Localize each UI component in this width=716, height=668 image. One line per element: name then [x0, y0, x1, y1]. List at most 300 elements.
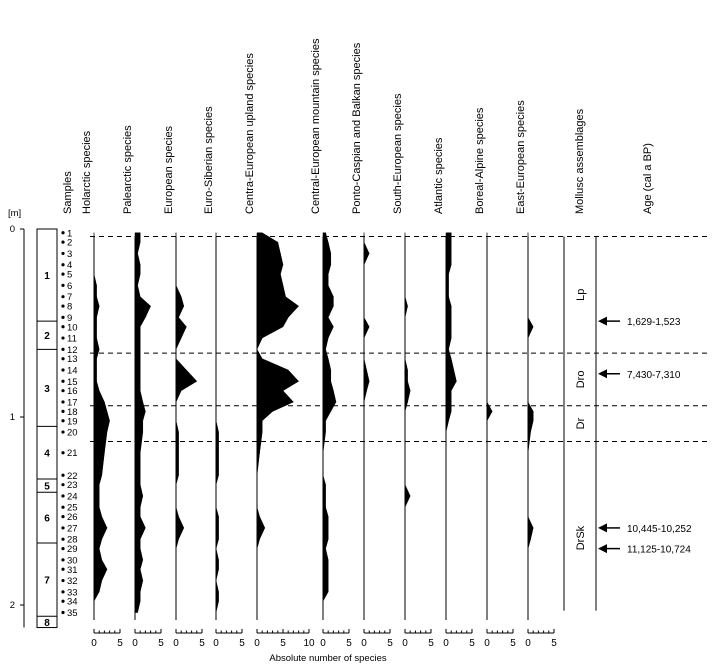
data-point: [283, 285, 284, 286]
series-title: Euro-Siberian species: [203, 106, 215, 214]
series-title: European species: [163, 125, 175, 214]
sample-dot: [61, 474, 64, 477]
samples-column: [8, 171, 78, 629]
data-point: [364, 507, 365, 508]
data-point: [487, 528, 488, 529]
data-point: [262, 358, 263, 359]
data-point: [216, 349, 217, 350]
data-point: [528, 548, 529, 549]
data-point: [216, 507, 217, 508]
data-point: [218, 539, 219, 540]
data-point: [405, 475, 406, 476]
data-point: [257, 484, 258, 485]
data-point: [140, 516, 141, 517]
data-point: [176, 548, 177, 549]
data-point: [181, 338, 182, 339]
data-point: [364, 432, 365, 433]
series-7: [351, 42, 393, 649]
data-point: [137, 612, 138, 613]
data-point: [528, 484, 529, 485]
data-point: [216, 420, 217, 421]
scale-label: 5: [428, 638, 434, 649]
data-point: [405, 539, 406, 540]
data-point: [176, 612, 177, 613]
assemblage-label: Dr: [575, 417, 587, 430]
data-point: [176, 358, 177, 359]
sample-dot: [61, 430, 64, 433]
scale-label: 0: [361, 638, 367, 649]
data-point: [487, 560, 488, 561]
data-point: [405, 358, 406, 359]
data-point: [364, 528, 365, 529]
sample-dot: [61, 547, 64, 550]
data-point: [528, 274, 529, 275]
data-point: [487, 420, 488, 421]
assemblages-header: Mollusc assemblages: [574, 108, 586, 214]
data-point: [184, 528, 185, 529]
data-point: [216, 358, 217, 359]
data-point: [528, 242, 529, 243]
data-point: [487, 285, 488, 286]
series-title: Ponto-Caspian and Balkan species: [351, 42, 363, 214]
sample-dot: [61, 357, 64, 360]
data-point: [143, 402, 144, 403]
depth-tick-label: 1: [9, 412, 15, 423]
data-point: [140, 370, 141, 371]
series-title: Centra-European upland species: [244, 53, 256, 214]
sample-dot: [61, 241, 64, 244]
data-point: [140, 326, 141, 327]
data-point: [492, 411, 493, 412]
data-point: [140, 592, 141, 593]
data-point: [328, 539, 329, 540]
data-point: [405, 296, 406, 297]
sample-label: 22: [67, 470, 78, 482]
data-point: [265, 528, 266, 529]
sample-label: 4: [67, 260, 73, 272]
data-point: [405, 601, 406, 602]
sample-label: 24: [67, 491, 78, 503]
data-point: [176, 484, 177, 485]
data-point: [528, 253, 529, 254]
data-point: [487, 296, 488, 297]
data-point: [528, 402, 529, 403]
scale-label: 5: [117, 638, 123, 649]
series-profile: [405, 233, 410, 613]
data-point: [278, 242, 279, 243]
data-point: [364, 306, 365, 307]
data-point: [102, 516, 103, 517]
scale-label: 0: [525, 638, 531, 649]
data-point: [528, 475, 529, 476]
series-title: East-European species: [515, 100, 527, 214]
data-point: [143, 420, 144, 421]
data-point: [451, 242, 452, 243]
data-point: [288, 370, 289, 371]
sample-label: 6: [67, 280, 73, 292]
data-point: [533, 326, 534, 327]
data-point: [216, 580, 217, 581]
data-point: [331, 411, 332, 412]
data-point: [446, 496, 447, 497]
data-point: [216, 253, 217, 254]
data-point: [176, 242, 177, 243]
data-point: [451, 232, 452, 233]
data-point: [94, 612, 95, 613]
species-curves: [81, 38, 557, 649]
data-point: [487, 475, 488, 476]
sample-dot: [61, 611, 64, 614]
data-point: [528, 496, 529, 497]
data-point: [140, 507, 141, 508]
data-point: [176, 601, 177, 602]
data-point: [280, 253, 281, 254]
series-10: [474, 107, 516, 649]
data-point: [487, 507, 488, 508]
data-point: [487, 390, 488, 391]
data-point: [528, 516, 529, 517]
data-point: [257, 601, 258, 602]
data-point: [530, 539, 531, 540]
data-point: [528, 592, 529, 593]
sample-label: 27: [67, 523, 78, 535]
data-point: [487, 317, 488, 318]
data-point: [364, 560, 365, 561]
sample-dot: [61, 483, 64, 486]
sample-label: 1: [67, 228, 73, 240]
data-point: [257, 560, 258, 561]
sample-dot: [61, 348, 64, 351]
data-point: [218, 528, 219, 529]
data-point: [448, 420, 449, 421]
scale-label: 5: [510, 638, 516, 649]
data-point: [99, 507, 100, 508]
series-3: [163, 125, 205, 649]
data-point: [331, 381, 332, 382]
data-point: [145, 317, 146, 318]
data-point: [99, 484, 100, 485]
data-point: [176, 253, 177, 254]
data-point: [369, 381, 370, 382]
data-point: [451, 402, 452, 403]
data-point: [405, 484, 406, 485]
data-point: [216, 338, 217, 339]
data-point: [446, 507, 447, 508]
data-point: [528, 317, 529, 318]
sample-label: 20: [67, 427, 78, 439]
sample-label: 35: [67, 608, 78, 620]
sample-dot: [61, 304, 64, 307]
data-point: [140, 390, 141, 391]
data-point: [451, 338, 452, 339]
data-point: [487, 601, 488, 602]
scale-label: 0: [91, 638, 97, 649]
data-point: [140, 601, 141, 602]
series-4: [203, 106, 245, 649]
data-point: [137, 253, 138, 254]
sample-label: 23: [67, 480, 78, 492]
data-point: [448, 349, 449, 350]
sample-label: 3: [67, 248, 73, 260]
data-point: [528, 580, 529, 581]
data-point: [487, 402, 488, 403]
series-title: South-European species: [392, 93, 404, 214]
data-point: [487, 264, 488, 265]
data-point: [216, 411, 217, 412]
data-point: [364, 402, 365, 403]
data-point: [140, 452, 141, 453]
data-point: [364, 242, 365, 243]
sample-label: 19: [67, 416, 78, 428]
data-point: [487, 580, 488, 581]
data-point: [528, 601, 529, 602]
data-point: [528, 285, 529, 286]
data-point: [407, 381, 408, 382]
data-point: [333, 326, 334, 327]
data-point: [257, 349, 258, 350]
data-point: [528, 507, 529, 508]
data-point: [145, 528, 146, 529]
data-point: [176, 264, 177, 265]
data-point: [96, 381, 97, 382]
data-point: [364, 580, 365, 581]
data-point: [140, 232, 141, 233]
layer-label: 3: [44, 383, 50, 395]
data-point: [176, 580, 177, 581]
sample-label: 17: [67, 397, 78, 409]
data-point: [184, 306, 185, 307]
sample-label: 21: [67, 448, 78, 460]
data-point: [405, 612, 406, 613]
data-point: [176, 560, 177, 561]
sample-dot: [61, 538, 64, 541]
data-point: [487, 516, 488, 517]
data-point: [285, 296, 286, 297]
scale-label: 5: [199, 638, 205, 649]
sample-label: 29: [67, 544, 78, 556]
data-point: [528, 560, 529, 561]
data-point: [143, 560, 144, 561]
scale-label: 10: [303, 638, 315, 649]
data-point: [487, 326, 488, 327]
sample-label: 11: [67, 333, 77, 345]
sample-label: 9: [67, 312, 73, 324]
data-point: [259, 539, 260, 540]
data-point: [323, 612, 324, 613]
series-profile: [487, 233, 492, 613]
age-arrow-head: [598, 544, 607, 553]
scale-label: 0: [173, 638, 179, 649]
data-point: [528, 370, 529, 371]
data-point: [405, 242, 406, 243]
data-point: [454, 370, 455, 371]
series-5: [244, 53, 315, 649]
data-point: [405, 432, 406, 433]
age-label: 1,629-1,523: [627, 317, 681, 329]
series-title: Central-European mountain species: [310, 38, 322, 214]
samples-header: Samples: [62, 171, 74, 214]
data-point: [487, 432, 488, 433]
data-point: [364, 420, 365, 421]
data-point: [216, 370, 217, 371]
data-point: [262, 338, 263, 339]
data-point: [328, 358, 329, 359]
scale-label: 0: [402, 638, 408, 649]
data-point: [533, 411, 534, 412]
data-point: [257, 548, 258, 549]
data-point: [140, 242, 141, 243]
age-header: Age (cal a BP): [642, 143, 654, 214]
data-point: [405, 569, 406, 570]
data-point: [99, 306, 100, 307]
data-point: [366, 390, 367, 391]
data-point: [283, 390, 284, 391]
data-point: [216, 390, 217, 391]
data-point: [328, 516, 329, 517]
data-point: [293, 402, 294, 403]
sample-label: 26: [67, 512, 78, 524]
data-point: [140, 569, 141, 570]
age-label: 10,445-10,252: [627, 523, 692, 535]
layer-label: 6: [44, 513, 50, 525]
data-point: [107, 411, 108, 412]
data-point: [364, 539, 365, 540]
data-point: [364, 569, 365, 570]
data-point: [528, 358, 529, 359]
sample-dot: [61, 568, 64, 571]
data-point: [216, 232, 217, 233]
data-point: [143, 432, 144, 433]
data-point: [325, 420, 326, 421]
data-point: [364, 264, 365, 265]
data-point: [102, 539, 103, 540]
data-point: [407, 402, 408, 403]
sample-dot: [61, 579, 64, 582]
data-point: [140, 381, 141, 382]
sample-dot: [61, 515, 64, 518]
age-label: 7,430-7,310: [627, 369, 681, 381]
data-point: [96, 317, 97, 318]
series-profile: [94, 233, 110, 613]
data-point: [451, 411, 452, 412]
data-point: [487, 232, 488, 233]
data-point: [407, 370, 408, 371]
sample-dot: [61, 526, 64, 529]
data-point: [487, 548, 488, 549]
data-point: [216, 242, 217, 243]
data-point: [99, 548, 100, 549]
series-title: Boreal-Alpine species: [474, 107, 486, 214]
data-point: [328, 285, 329, 286]
data-point: [364, 484, 365, 485]
sample-label: 14: [67, 365, 78, 377]
data-point: [530, 432, 531, 433]
data-point: [178, 516, 179, 517]
data-point: [364, 592, 365, 593]
data-point: [283, 264, 284, 265]
sample-dot: [61, 380, 64, 383]
data-point: [446, 601, 447, 602]
data-point: [104, 452, 105, 453]
data-point: [446, 580, 447, 581]
data-point: [528, 452, 529, 453]
data-point: [323, 452, 324, 453]
data-point: [262, 420, 263, 421]
series-6: [310, 38, 352, 649]
sample-label: 32: [67, 576, 78, 588]
sample-dot: [61, 410, 64, 413]
data-point: [405, 317, 406, 318]
scale-label: 0: [132, 638, 138, 649]
series-8: [392, 93, 434, 649]
data-point: [280, 274, 281, 275]
data-point: [366, 370, 367, 371]
data-point: [446, 432, 447, 433]
data-point: [364, 496, 365, 497]
data-point: [257, 592, 258, 593]
data-point: [364, 317, 365, 318]
data-point: [451, 358, 452, 359]
data-point: [257, 496, 258, 497]
data-point: [216, 326, 217, 327]
data-point: [218, 452, 219, 453]
series-profile: [364, 233, 369, 613]
data-point: [178, 317, 179, 318]
data-point: [262, 232, 263, 233]
data-point: [216, 402, 217, 403]
data-point: [333, 296, 334, 297]
data-point: [181, 390, 182, 391]
series-title: Holarctic species: [81, 130, 93, 214]
data-point: [257, 612, 258, 613]
data-point: [487, 452, 488, 453]
data-point: [216, 296, 217, 297]
data-point: [487, 358, 488, 359]
assemblage-label: Lp: [575, 288, 587, 301]
data-point: [216, 306, 217, 307]
data-point: [446, 548, 447, 549]
series-profile: [446, 233, 456, 613]
data-point: [216, 317, 217, 318]
data-point: [487, 274, 488, 275]
layer-label: 1: [44, 271, 50, 283]
data-point: [216, 484, 217, 485]
assemblage-label: Dro: [575, 370, 587, 389]
data-point: [369, 326, 370, 327]
data-point: [451, 326, 452, 327]
data-point: [283, 326, 284, 327]
data-point: [410, 390, 411, 391]
data-point: [328, 338, 329, 339]
depth-tick-label: 2: [9, 600, 15, 611]
age-arrow-head: [598, 369, 607, 378]
data-point: [405, 548, 406, 549]
sample-dot: [61, 558, 64, 561]
data-point: [94, 274, 95, 275]
data-point: [328, 528, 329, 529]
data-point: [487, 306, 488, 307]
data-point: [448, 296, 449, 297]
data-point: [451, 306, 452, 307]
scale-label: 5: [387, 638, 393, 649]
data-point: [328, 569, 329, 570]
data-point: [102, 475, 103, 476]
data-point: [328, 242, 329, 243]
data-point: [94, 264, 95, 265]
data-point: [446, 539, 447, 540]
data-point: [487, 592, 488, 593]
data-point: [405, 349, 406, 350]
